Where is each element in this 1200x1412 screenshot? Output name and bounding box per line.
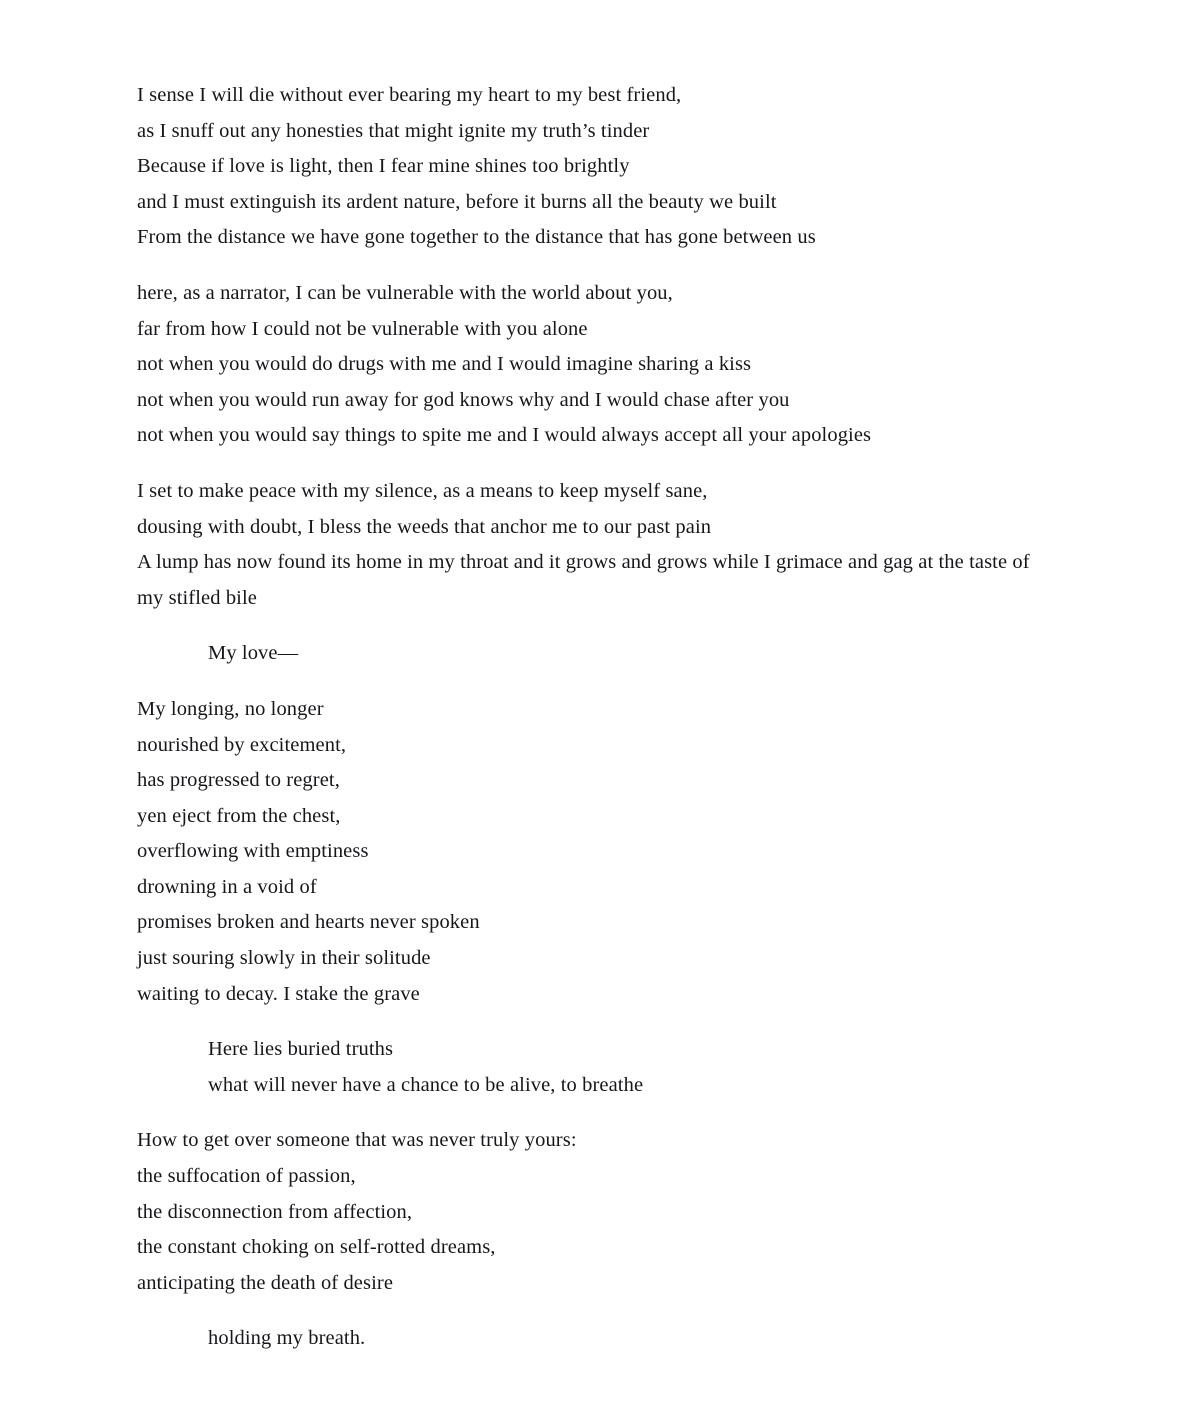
stanza (137, 474, 1037, 616)
poem-line: yen eject from the chest, (137, 804, 341, 827)
stanza (208, 1032, 1037, 1103)
poem-line: anticipating the death of desire (137, 1271, 394, 1294)
poem-line: waiting to decay. I stake the grave (137, 982, 420, 1005)
stanza (208, 636, 1037, 672)
poem-line: not when you would do drugs with me and I would imagine sharing a kiss (137, 353, 752, 376)
poem-line: How to get over someone that was never truly yours: (137, 1129, 577, 1152)
poem-line: far from how I could not be vulnerable with you alone (137, 317, 588, 340)
poem-line: just souring slowly in their solitude (137, 947, 431, 970)
poem-line: From the distance we have gone together to the distance that has gone between us (137, 226, 816, 249)
stanza (137, 78, 1037, 256)
poem-line: Because if love is light, then I fear mine shines too brightly (137, 155, 630, 178)
poem-line: My longing, no longer (137, 697, 324, 720)
poem-line: not when you would say things to spite me and I would always accept all your apologies (137, 424, 872, 447)
poem-line: the constant choking on self-rotted dreams, (137, 1236, 496, 1259)
poem-line: drowning in a void of (137, 875, 317, 898)
poem-line: dousing with doubt, I bless the weeds that anchor me to our past pain (137, 515, 712, 538)
stanza (137, 1123, 1037, 1301)
stanza (137, 692, 1037, 1012)
poem-line: as I snuff out any honesties that might ignite my truth’s tinder (137, 119, 650, 142)
poem-line: not when you would run away for god knows why and I would chase after you (137, 388, 790, 411)
poem-line: holding my breath. (208, 1327, 366, 1350)
poem-body (137, 78, 1037, 1357)
stanza (137, 276, 1037, 454)
poem-line: A lump has now found its home in my throat and it grows and grows while I grimace and gag at the taste of my stifled bile (137, 551, 1030, 609)
poem-line: I set to make peace with my silence, as a means to keep myself sane, (137, 479, 708, 502)
poem-line: My love— (208, 642, 299, 665)
poem-line: what will never have a chance to be alive, to breathe (208, 1073, 644, 1096)
stanza (208, 1321, 1037, 1357)
poem-line: and I must extinguish its ardent nature, before it burns all the beauty we built (137, 190, 777, 213)
poem-line: overflowing with emptiness (137, 840, 369, 863)
poem-line: nourished by excitement, (137, 733, 347, 756)
poem-line: Here lies buried truths (208, 1038, 394, 1061)
poem-line: here, as a narrator, I can be vulnerable with the world about you, (137, 281, 673, 304)
poem-line: the suffocation of passion, (137, 1165, 356, 1188)
poem-line: I sense I will die without ever bearing my heart to my best friend, (137, 84, 682, 106)
poem-line: the disconnection from affection, (137, 1200, 413, 1223)
poem-line: has progressed to regret, (137, 769, 340, 792)
poem-line: promises broken and hearts never spoken (137, 911, 480, 934)
